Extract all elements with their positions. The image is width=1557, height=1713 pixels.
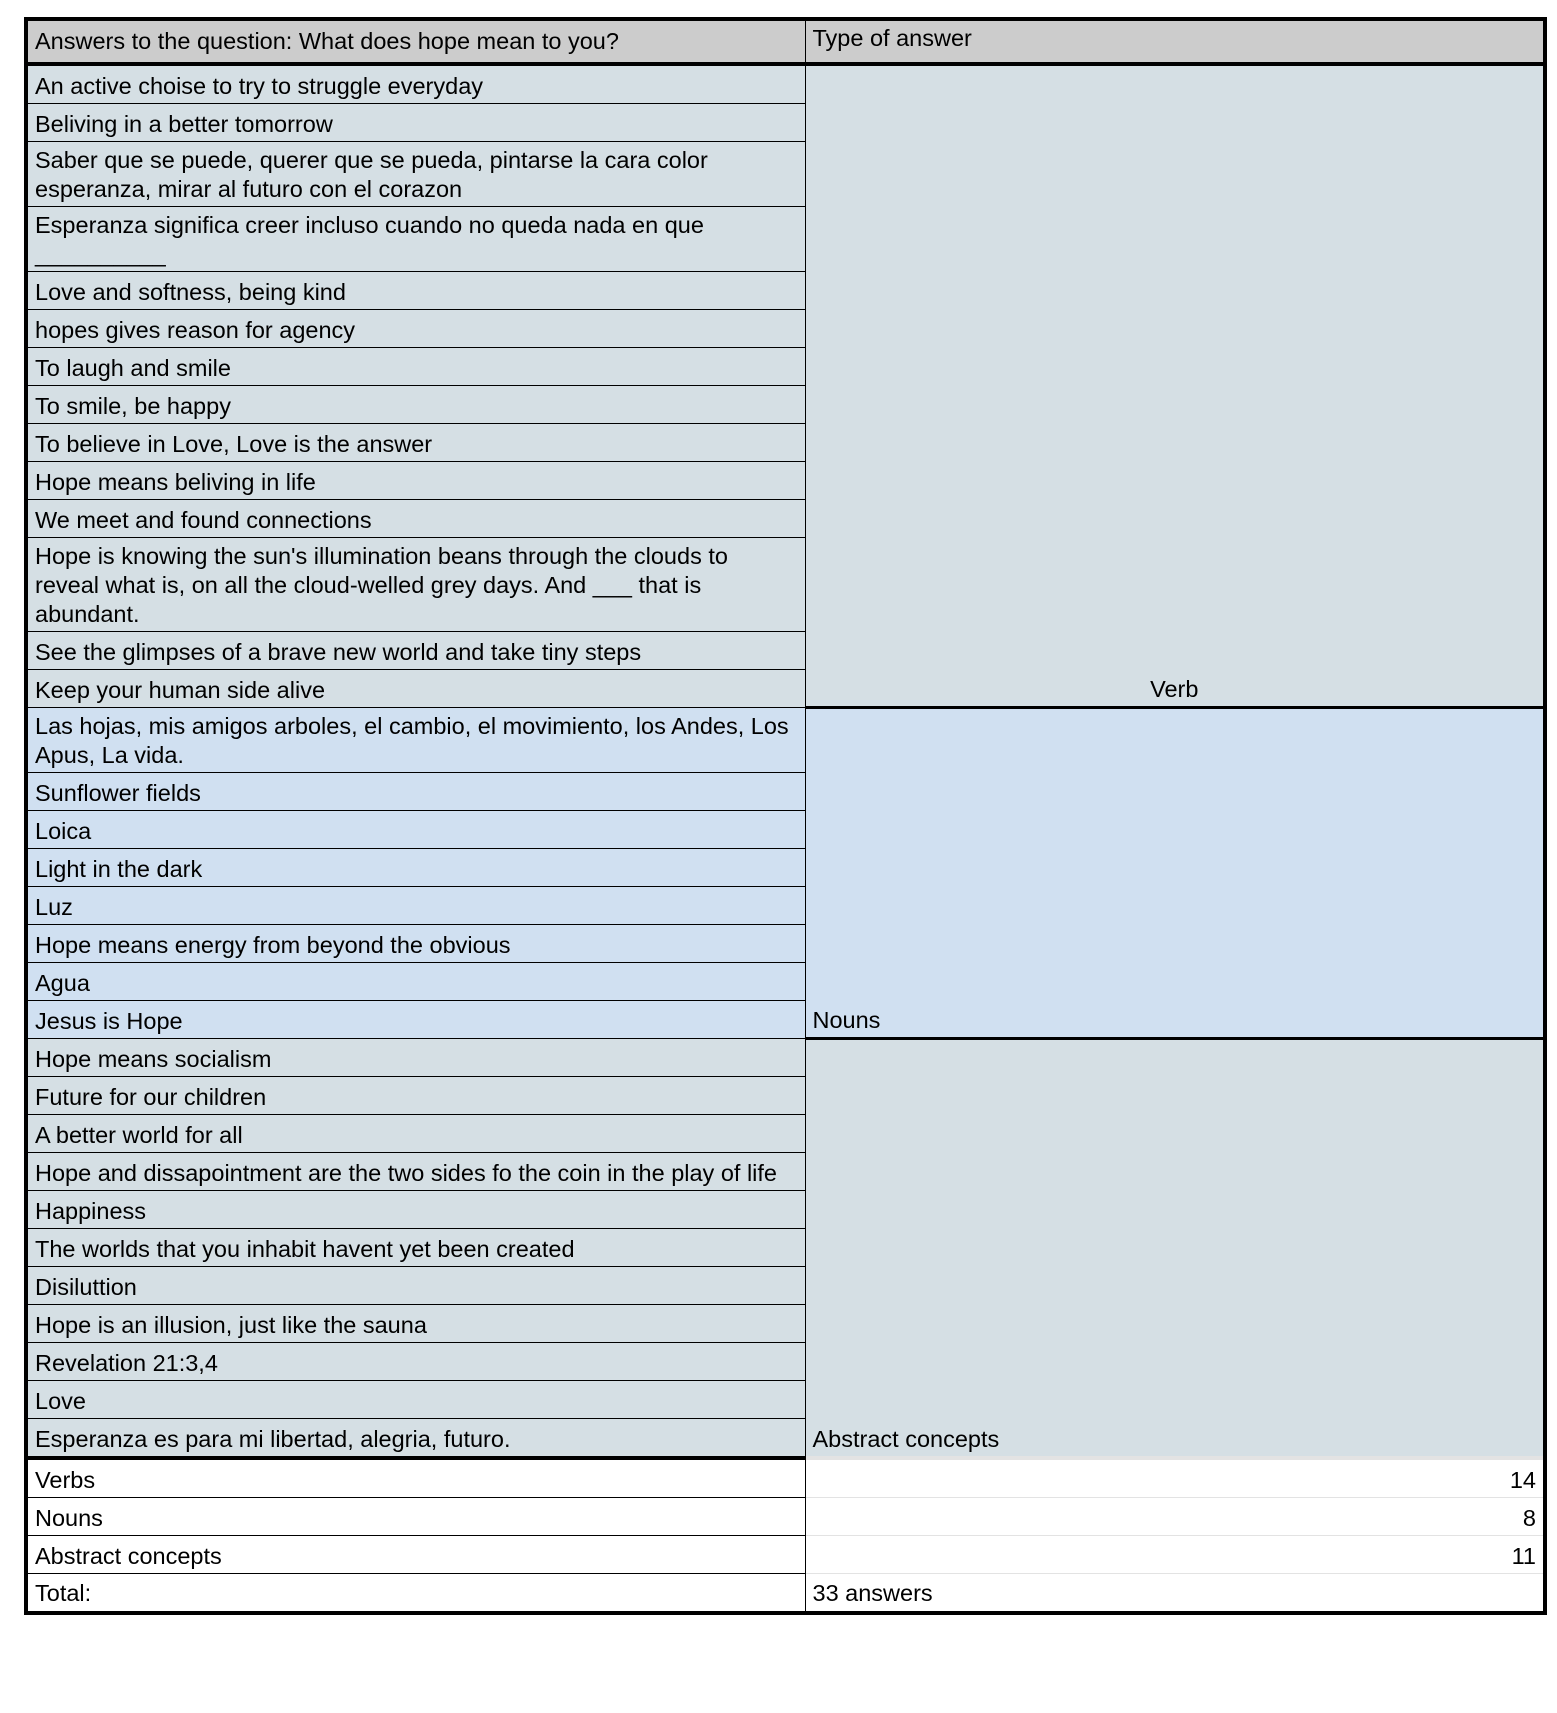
header-row bbox=[26, 19, 1545, 64]
summary-row bbox=[26, 1458, 1545, 1498]
answer-cell[interactable]: Light in the dark bbox=[26, 849, 805, 887]
answer-cell[interactable]: Luz bbox=[26, 887, 805, 925]
answer-cell[interactable]: Revelation 21:3,4 bbox=[26, 1343, 805, 1381]
summary-row bbox=[26, 1536, 1545, 1574]
answer-cell[interactable]: Keep your human side alive bbox=[26, 670, 805, 708]
type-cell-abstract[interactable]: Abstract concepts bbox=[805, 1039, 1545, 1459]
answer-cell[interactable]: Hope is knowing the sun's illumination beans through the clouds to reveal what is, on all the cloud-welled grey days. And ___ that is abundant. bbox=[26, 538, 805, 632]
answers-table bbox=[24, 17, 1547, 1615]
answer-cell[interactable]: Love and softness, being kind bbox=[26, 272, 805, 310]
answer-cell[interactable]: Jesus is Hope bbox=[26, 1001, 805, 1039]
answer-cell[interactable]: Happiness bbox=[26, 1191, 805, 1229]
answer-cell[interactable]: Beliving in a better tomorrow bbox=[26, 104, 805, 142]
summary-label-cell[interactable]: Verbs bbox=[26, 1458, 805, 1498]
answer-cell[interactable]: Future for our children bbox=[26, 1077, 805, 1115]
total-value-cell[interactable]: 33 answers bbox=[805, 1574, 1545, 1614]
answer-cell[interactable]: To smile, be happy bbox=[26, 386, 805, 424]
answer-cell[interactable]: hopes gives reason for agency bbox=[26, 310, 805, 348]
answer-cell[interactable]: See the glimpses of a brave new world and take tiny steps bbox=[26, 632, 805, 670]
answer-cell[interactable]: Hope is an illusion, just like the sauna bbox=[26, 1305, 805, 1343]
type-cell-noun[interactable]: Nouns bbox=[805, 708, 1545, 1039]
table-row bbox=[26, 1039, 1545, 1077]
summary-label-cell[interactable]: Abstract concepts bbox=[26, 1536, 805, 1574]
answer-cell[interactable]: We meet and found connections bbox=[26, 500, 805, 538]
table-row bbox=[26, 708, 1545, 773]
table-row bbox=[26, 64, 1545, 104]
answer-cell[interactable]: A better world for all bbox=[26, 1115, 805, 1153]
answer-cell[interactable]: Hope means socialism bbox=[26, 1039, 805, 1077]
answer-cell[interactable]: Sunflower fields bbox=[26, 773, 805, 811]
answer-cell[interactable]: Love bbox=[26, 1381, 805, 1419]
answer-cell[interactable]: Loica bbox=[26, 811, 805, 849]
answer-cell[interactable]: Agua bbox=[26, 963, 805, 1001]
header-type-cell[interactable]: Type of answer bbox=[805, 19, 1545, 64]
total-label-cell[interactable]: Total: bbox=[26, 1574, 805, 1614]
answer-cell[interactable]: To laugh and smile bbox=[26, 348, 805, 386]
answer-cell[interactable]: Hope means beliving in life bbox=[26, 462, 805, 500]
summary-count-cell[interactable]: 8 bbox=[805, 1498, 1545, 1536]
answer-cell[interactable]: Hope and dissapointment are the two sides fo the coin in the play of life bbox=[26, 1153, 805, 1191]
summary-row bbox=[26, 1498, 1545, 1536]
summary-count-cell[interactable]: 11 bbox=[805, 1536, 1545, 1574]
answer-cell[interactable]: Esperanza significa creer incluso cuando no queda nada en que __________ bbox=[26, 207, 805, 272]
answer-cell[interactable]: Esperanza es para mi libertad, alegria, futuro. bbox=[26, 1419, 805, 1459]
type-cell-verb[interactable]: Verb bbox=[805, 64, 1545, 708]
summary-count-cell[interactable]: 14 bbox=[805, 1458, 1545, 1498]
summary-label-cell[interactable]: Nouns bbox=[26, 1498, 805, 1536]
total-row bbox=[26, 1574, 1545, 1614]
answer-cell[interactable]: Hope means energy from beyond the obvious bbox=[26, 925, 805, 963]
answer-cell[interactable]: To believe in Love, Love is the answer bbox=[26, 424, 805, 462]
answer-cell[interactable]: The worlds that you inhabit havent yet been created bbox=[26, 1229, 805, 1267]
answer-cell[interactable]: An active choise to try to struggle everyday bbox=[26, 64, 805, 104]
answer-cell[interactable]: Saber que se puede, querer que se pueda, pintarse la cara color esperanza, mirar al futuro con el corazon bbox=[26, 142, 805, 207]
answer-cell[interactable]: Las hojas, mis amigos arboles, el cambio, el movimiento, los Andes, Los Apus, La vida. bbox=[26, 708, 805, 773]
answer-cell[interactable]: Disiluttion bbox=[26, 1267, 805, 1305]
header-answers-cell[interactable]: Answers to the question: What does hope mean to you? bbox=[26, 19, 805, 64]
